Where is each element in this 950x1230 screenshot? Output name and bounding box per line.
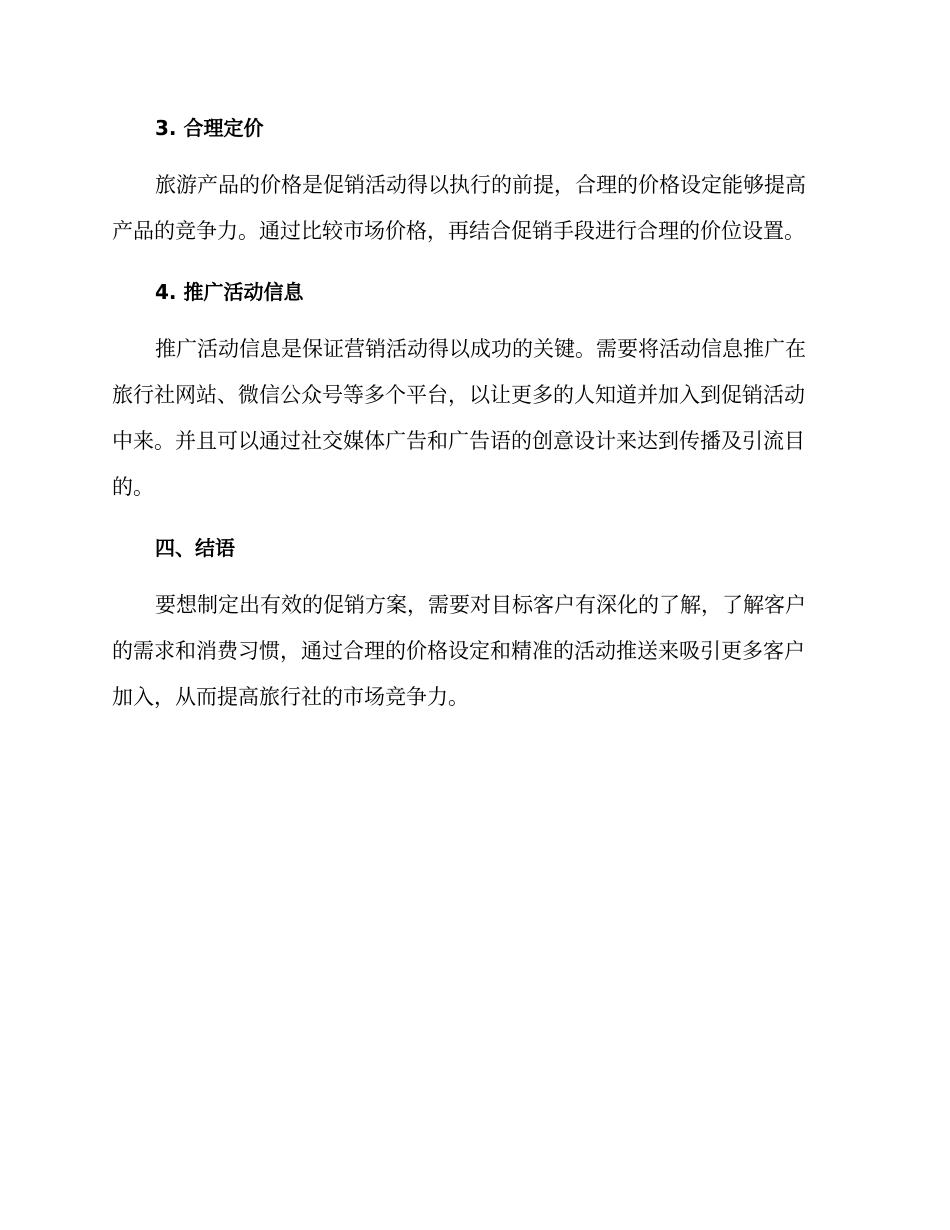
paragraph-promotion xyxy=(112,326,834,510)
paragraph-line: 加入，从而提高旅行社的市场竞争力。 xyxy=(112,685,469,709)
paragraph-line: 中来。并且可以通过社交媒体广告和广告语的创意设计来达到传播及引流目 xyxy=(112,429,805,453)
paragraph-line: 旅游产品的价格是促销活动得以执行的前提，合理的价格设定能够提高 xyxy=(155,173,806,197)
paragraph-line: 旅行社网站、微信公众号等多个平台，以让更多的人知道并加入到促销活动 xyxy=(112,383,805,407)
document-page xyxy=(112,110,834,720)
paragraph-line: 的需求和消费习惯，通过合理的价格设定和精准的活动推送来吸引更多客户 xyxy=(112,639,805,663)
paragraph-line: 产品的竞争力。通过比较市场价格，再结合促销手段进行合理的价位设置。 xyxy=(112,219,805,243)
section-heading-conclusion: 四、结语 xyxy=(155,536,235,560)
paragraph-pricing xyxy=(112,162,834,254)
paragraph-line: 要想制定出有效的促销方案，需要对目标客户有深化的了解，了解客户 xyxy=(155,593,806,617)
paragraph-line: 推广活动信息是保证营销活动得以成功的关键。需要将活动信息推广在 xyxy=(155,337,806,361)
paragraph-conclusion xyxy=(112,582,834,720)
paragraph-line: 的。 xyxy=(112,475,154,499)
section-heading-pricing: 3. 合理定价 xyxy=(155,116,264,140)
section-heading-promotion: 4. 推广活动信息 xyxy=(155,280,304,304)
